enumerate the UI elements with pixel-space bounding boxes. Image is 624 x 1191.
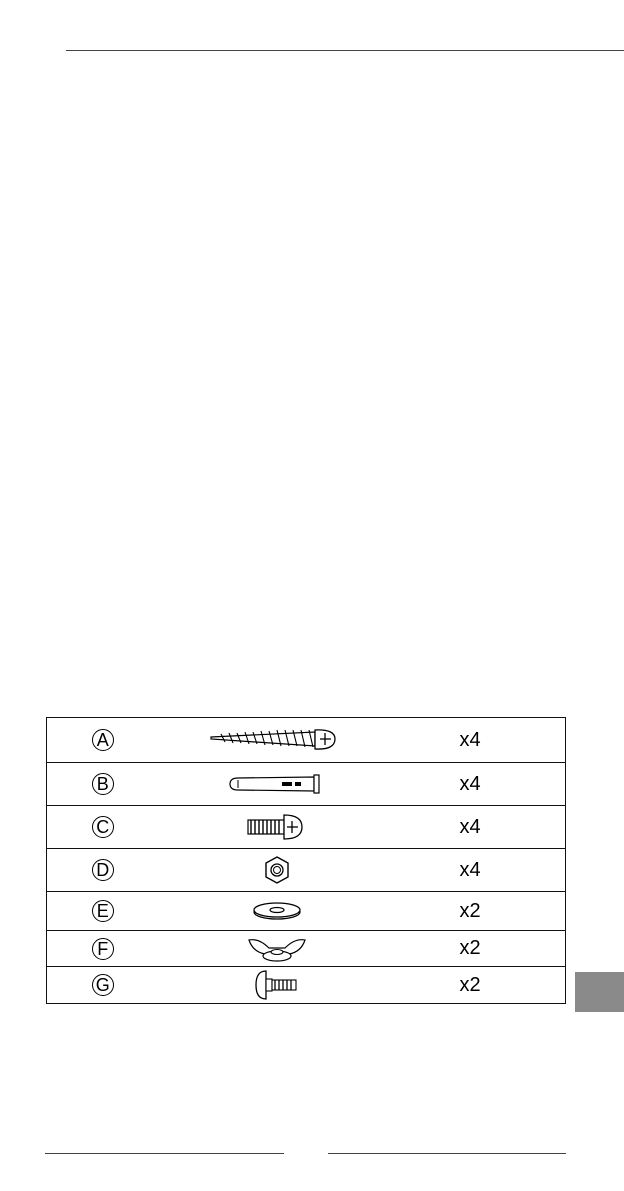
header-rule [66,50,624,51]
part-quantity: x2 [459,899,481,922]
part-letter: C [92,816,114,838]
part-letter: F [92,938,114,960]
wing-nut-icon [245,934,309,964]
part-row-b [47,762,565,805]
part-letter: D [92,859,114,881]
part-quantity: x4 [459,815,481,838]
wall-anchor-icon [222,771,332,797]
carriage-bolt-icon [252,969,302,1001]
part-quantity: x4 [459,728,481,751]
part-quantity: x4 [459,772,481,795]
part-row-f [47,930,565,966]
part-row-c [47,805,565,848]
part-row-g [47,966,565,1003]
part-quantity: x2 [459,937,481,959]
washer-icon [251,900,303,922]
wood-screw-icon [207,725,347,755]
machine-screw-icon [242,812,312,842]
part-row-d [47,848,565,891]
part-letter: B [92,773,114,795]
part-quantity: x4 [459,858,481,881]
part-row-a [47,718,565,762]
hardware-parts-table [46,717,566,1004]
part-letter: G [92,974,114,996]
part-letter: A [92,729,114,751]
part-row-e [47,891,565,930]
section-tab-marker [575,972,624,1012]
footer-rule-left [45,1153,284,1154]
part-letter: E [92,900,114,922]
footer-rule-right [328,1153,566,1154]
part-quantity: x2 [459,973,481,996]
hex-nut-icon [262,855,292,885]
